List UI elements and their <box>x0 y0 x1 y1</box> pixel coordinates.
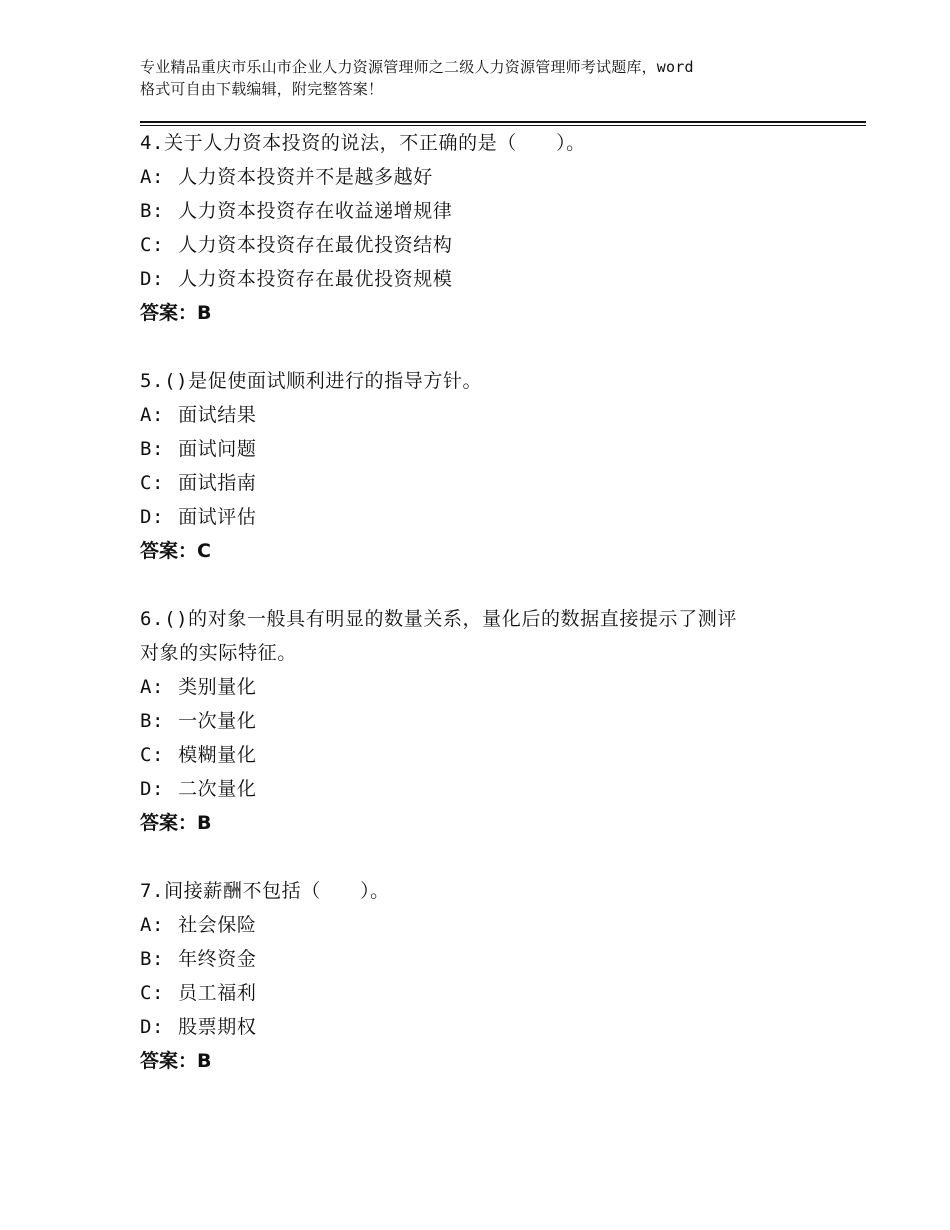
question-block <box>140 602 840 840</box>
option-text: 人力资本投资并不是越多越好 <box>178 166 433 188</box>
option-d <box>140 772 840 806</box>
option-d <box>140 500 840 534</box>
option-text: 人力资本投资存在最优投资规模 <box>178 268 453 290</box>
option-text: 一次量化 <box>178 710 257 732</box>
option-c <box>140 976 840 1010</box>
option-letter: C: <box>140 744 165 766</box>
option-text: 社会保险 <box>178 914 257 936</box>
answer-line: 答案：C <box>140 540 211 562</box>
option-text: 人力资本投资存在最优投资结构 <box>178 234 453 256</box>
option-b <box>140 194 840 228</box>
option-text: 年终资金 <box>178 948 257 970</box>
option-text: 人力资本投资存在收益递增规律 <box>178 200 453 222</box>
option-text: 模糊量化 <box>178 744 257 766</box>
option-letter: D: <box>140 1016 165 1038</box>
option-c <box>140 466 840 500</box>
option-text: 股票期权 <box>178 1016 257 1038</box>
option-text: 二次量化 <box>178 778 257 800</box>
option-text: 面试问题 <box>178 438 257 460</box>
question-block <box>140 364 840 568</box>
question-stem: 4.关于人力资本投资的说法，不正确的是（ ）。 <box>140 132 586 154</box>
option-letter: B: <box>140 438 165 460</box>
question-block <box>140 126 840 330</box>
option-text: 面试指南 <box>178 472 257 494</box>
question-stem-continuation: 对象的实际特征。 <box>140 642 297 664</box>
option-letter: A: <box>140 676 165 698</box>
question-stem: 7.间接薪酬不包括（ ）。 <box>140 880 390 902</box>
option-letter: A: <box>140 166 165 188</box>
option-text: 面试评估 <box>178 506 257 528</box>
option-b <box>140 704 840 738</box>
answer-line: 答案：B <box>140 302 212 324</box>
option-d <box>140 262 840 296</box>
option-letter: B: <box>140 200 165 222</box>
answer-line: 答案：B <box>140 812 212 834</box>
option-c <box>140 738 840 772</box>
answer-line: 答案：B <box>140 1050 212 1072</box>
option-letter: D: <box>140 778 165 800</box>
question-stem: 5.()是促使面试顺利进行的指导方针。 <box>140 370 483 392</box>
header-title-line-2: 格式可自由下载编辑，附完整答案！ <box>140 80 384 98</box>
option-letter: B: <box>140 710 165 732</box>
option-letter: A: <box>140 404 165 426</box>
option-b <box>140 432 840 466</box>
option-letter: D: <box>140 268 165 290</box>
option-text: 面试结果 <box>178 404 257 426</box>
document-header <box>140 56 840 100</box>
option-letter: C: <box>140 234 165 256</box>
question-list <box>140 126 840 1112</box>
option-text: 类别量化 <box>178 676 257 698</box>
option-a <box>140 670 840 704</box>
option-letter: C: <box>140 982 165 1004</box>
option-text: 员工福利 <box>178 982 257 1004</box>
header-divider-thick <box>140 121 866 123</box>
option-letter: C: <box>140 472 165 494</box>
option-c <box>140 228 840 262</box>
question-block <box>140 874 840 1078</box>
question-stem: 6.()的对象一般具有明显的数量关系，量化后的数据直接提示了测评 <box>140 608 737 630</box>
option-a <box>140 908 840 942</box>
header-title-line-1: 专业精品重庆市乐山市企业人力资源管理师之二级人力资源管理师考试题库，word <box>140 58 694 76</box>
option-letter: B: <box>140 948 165 970</box>
option-letter: D: <box>140 506 165 528</box>
option-b <box>140 942 840 976</box>
option-a <box>140 398 840 432</box>
option-letter: A: <box>140 914 165 936</box>
option-a <box>140 160 840 194</box>
option-d <box>140 1010 840 1044</box>
